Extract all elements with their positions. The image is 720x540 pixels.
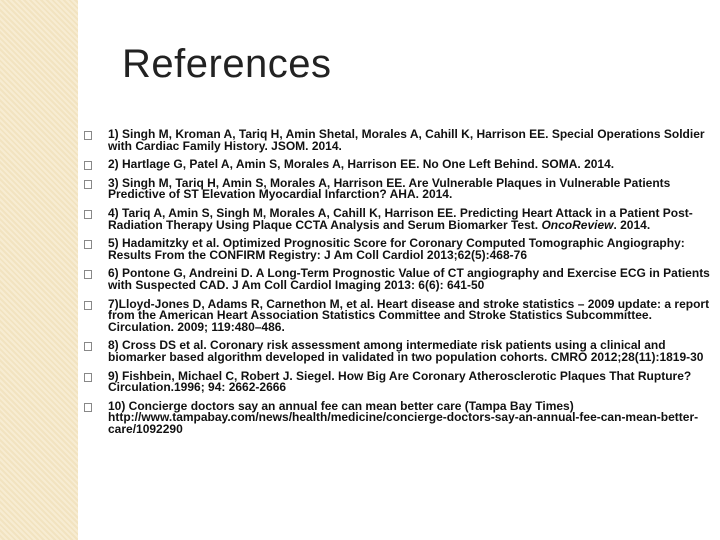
reference-text-end: . 2014. — [613, 217, 651, 232]
reference-item — [84, 268, 714, 291]
bullet-icon — [84, 131, 92, 140]
bullet-icon — [84, 301, 92, 310]
reference-text: 7)Lloyd-Jones D, Adams R, Carnethon M, et al. Heart disease and stroke statistics – 2009 update: a report from the American Heart Association Statistics Committee and Stroke Statistics Subcommittee. Circulation. 2009; 119:480–486. — [108, 296, 710, 334]
bullet-icon — [84, 342, 92, 351]
bullet-icon — [84, 270, 92, 279]
bullet-icon — [84, 403, 92, 412]
page-title: References — [122, 42, 332, 86]
reference-item — [84, 175, 714, 202]
decorative-side-band — [0, 0, 78, 540]
reference-item — [84, 238, 714, 261]
reference-text: 1) Singh M, Kroman A, Tariq H, Amin Shetal, Morales A, Cahill K, Harrison EE. Special Operations Soldier with Cardiac Family History. JSOM. 2014. — [108, 127, 705, 153]
reference-text: 5) Hadamitzky et al. Optimized Prognositic Score for Coronary Computed Tomographic Angiography: Results From the CONFIRM Registry: J Am Coll Cardiol 2013;62(5):468-76 — [108, 236, 685, 262]
bullet-icon — [84, 240, 92, 249]
reference-item — [84, 129, 714, 152]
reference-text: 6) Pontone G, Andreini D. A Long-Term Prognostic Value of CT angiography and Exercise ECG in Patients with Suspected CAD. J Am Coll Cardiol Imaging 2013: 6(6): 641-50 — [108, 266, 710, 292]
reference-item — [84, 159, 714, 171]
reference-list — [84, 129, 714, 435]
reference-text: 10) Concierge doctors say an annual fee can mean better care (Tampa Bay Times) — [108, 398, 574, 413]
bullet-icon — [84, 373, 92, 382]
reference-text: 2) Hartlage G, Patel A, Amin S, Morales A, Harrison EE. No One Left Behind. SOMA. 2014. — [108, 157, 615, 172]
bullet-icon — [84, 210, 92, 219]
reference-item — [84, 368, 714, 395]
bullet-icon — [84, 161, 92, 170]
journal-name: OncoReview — [541, 217, 614, 232]
reference-item — [84, 205, 714, 232]
reference-item — [84, 296, 714, 334]
reference-text: 4) Tariq A, Amin S, Singh M, Morales A, Cahill K, Harrison EE. Predicting Heart Attack in a Patient Post-Radiation Therapy Using Plaque CCTA Analysis and Serum Biomarker Test. — [108, 205, 693, 232]
bullet-icon — [84, 180, 92, 189]
reference-item — [84, 340, 714, 363]
reference-text: 3) Singh M, Tariq H, Amin S, Morales A, Harrison EE. Are Vulnerable Plaques in Vulnerable Patients Predictive of ST Elevation Myocardial Infarction? AHA. 2014. — [108, 175, 671, 202]
reference-text: 8) Cross DS et al. Coronary risk assessment among intermediate risk patients using a clinical and biomarker based algorithm developed in validated in two population cohorts. CMRO 2012;28(11):1819-30 — [108, 338, 704, 364]
reference-link[interactable]: http://www.tampabay.com/news/health/medicine/concierge-doctors-say-an-annual-fee-can-mean-better-care/1092290 — [108, 410, 699, 436]
reference-item — [84, 398, 714, 436]
reference-text: 9) Fishbein, Michael C, Robert J. Siegel. How Big Are Coronary Atherosclerotic Plaques That Rupture? Circulation.1996; 94: 2662-2666 — [108, 368, 692, 395]
